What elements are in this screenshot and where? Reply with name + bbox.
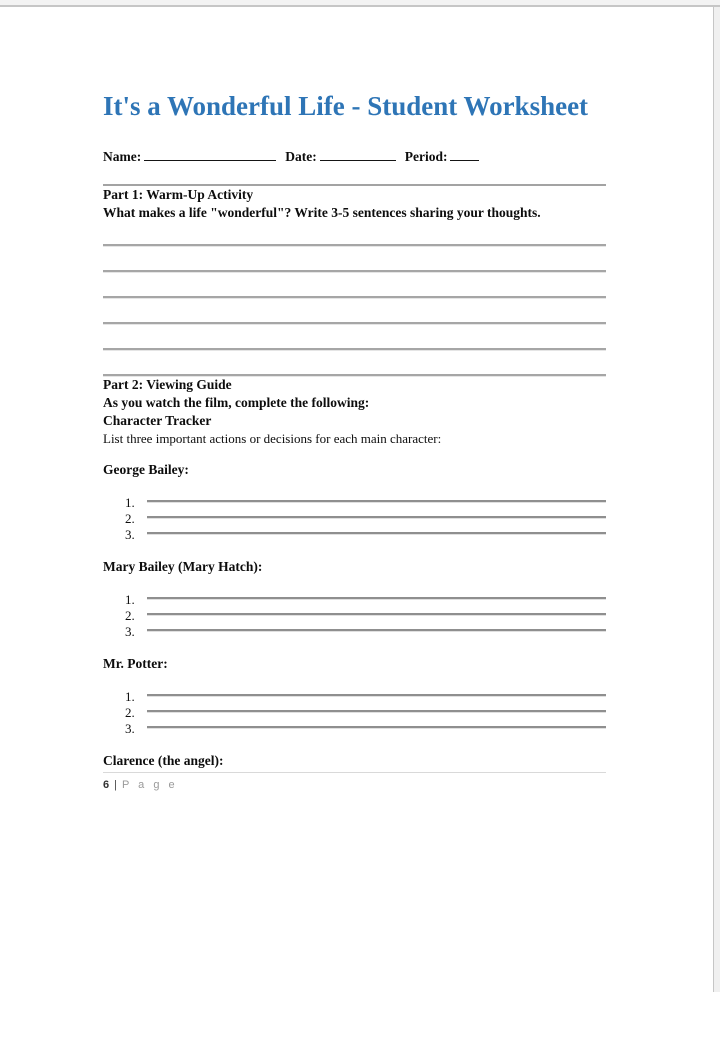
item-blank-line bbox=[147, 629, 606, 631]
name-field-label: Name: bbox=[103, 149, 142, 164]
character-item-row bbox=[103, 495, 606, 511]
item-blank-line bbox=[147, 500, 606, 502]
item-blank-line bbox=[147, 726, 606, 728]
header-fields-row bbox=[103, 147, 606, 166]
character-block bbox=[103, 558, 606, 640]
character-item-rows bbox=[103, 689, 606, 737]
character-item-row bbox=[103, 592, 606, 608]
writing-line bbox=[103, 296, 606, 298]
part1-heading: Part 1: Warm-Up Activity bbox=[103, 187, 254, 202]
period-field-blank bbox=[450, 147, 479, 161]
item-number: 2. bbox=[125, 608, 135, 623]
item-number: 2. bbox=[125, 705, 135, 720]
item-blank-line bbox=[147, 613, 606, 615]
character-item-row bbox=[103, 721, 606, 737]
character-item-row bbox=[103, 527, 606, 543]
character-item-row bbox=[103, 608, 606, 624]
writing-line bbox=[103, 244, 606, 246]
part2-heading: Part 2: Viewing Guide bbox=[103, 377, 232, 392]
character-tracker-heading: Character Tracker bbox=[103, 413, 212, 428]
document-title: It's a Wonderful Life - Student Worksheet bbox=[103, 91, 589, 121]
item-number: 3. bbox=[125, 721, 135, 736]
character-block bbox=[103, 461, 606, 543]
writing-lines-area bbox=[103, 244, 606, 376]
character-item-row bbox=[103, 624, 606, 640]
character-item-row bbox=[103, 705, 606, 721]
character-item-rows bbox=[103, 495, 606, 543]
character-name: Mary Bailey (Mary Hatch): bbox=[103, 559, 263, 574]
character-name: Mr. Potter: bbox=[103, 656, 168, 671]
character-list bbox=[103, 461, 606, 770]
item-number: 1. bbox=[125, 689, 135, 704]
character-item-row bbox=[103, 511, 606, 527]
part1-prompt: What makes a life "wonderful"? Write 3-5 sentences sharing your thoughts. bbox=[103, 205, 541, 220]
character-tracker-instructions: List three important actions or decisions for each main character: bbox=[103, 431, 442, 446]
character-name: George Bailey: bbox=[103, 462, 189, 477]
footer-separator: | bbox=[114, 779, 117, 791]
page-top-edge bbox=[0, 0, 720, 7]
name-field-blank bbox=[144, 147, 276, 161]
item-blank-line bbox=[147, 532, 606, 534]
page-right-edge bbox=[713, 7, 720, 992]
item-blank-line bbox=[147, 516, 606, 518]
page-footer bbox=[103, 778, 606, 792]
writing-line bbox=[103, 322, 606, 324]
writing-line bbox=[103, 348, 606, 350]
character-block bbox=[103, 752, 606, 770]
character-item-row bbox=[103, 689, 606, 705]
character-name: Clarence (the angel): bbox=[103, 753, 224, 768]
date-field-label: Date: bbox=[285, 149, 317, 164]
document-content bbox=[103, 7, 606, 792]
item-number: 2. bbox=[125, 511, 135, 526]
item-number: 1. bbox=[125, 592, 135, 607]
writing-line bbox=[103, 270, 606, 272]
item-blank-line bbox=[147, 694, 606, 696]
item-number: 3. bbox=[125, 527, 135, 542]
character-item-rows bbox=[103, 592, 606, 640]
date-field-blank bbox=[320, 147, 396, 161]
period-field-label: Period: bbox=[404, 149, 448, 164]
character-block bbox=[103, 655, 606, 737]
part2-intro: As you watch the film, complete the following: bbox=[103, 395, 370, 410]
item-number: 1. bbox=[125, 495, 135, 510]
footer-divider bbox=[103, 772, 606, 773]
item-number: 3. bbox=[125, 624, 135, 639]
page-number: 6 bbox=[103, 779, 110, 791]
item-blank-line bbox=[147, 710, 606, 712]
footer-page-label: P a g e bbox=[121, 779, 178, 791]
item-blank-line bbox=[147, 597, 606, 599]
